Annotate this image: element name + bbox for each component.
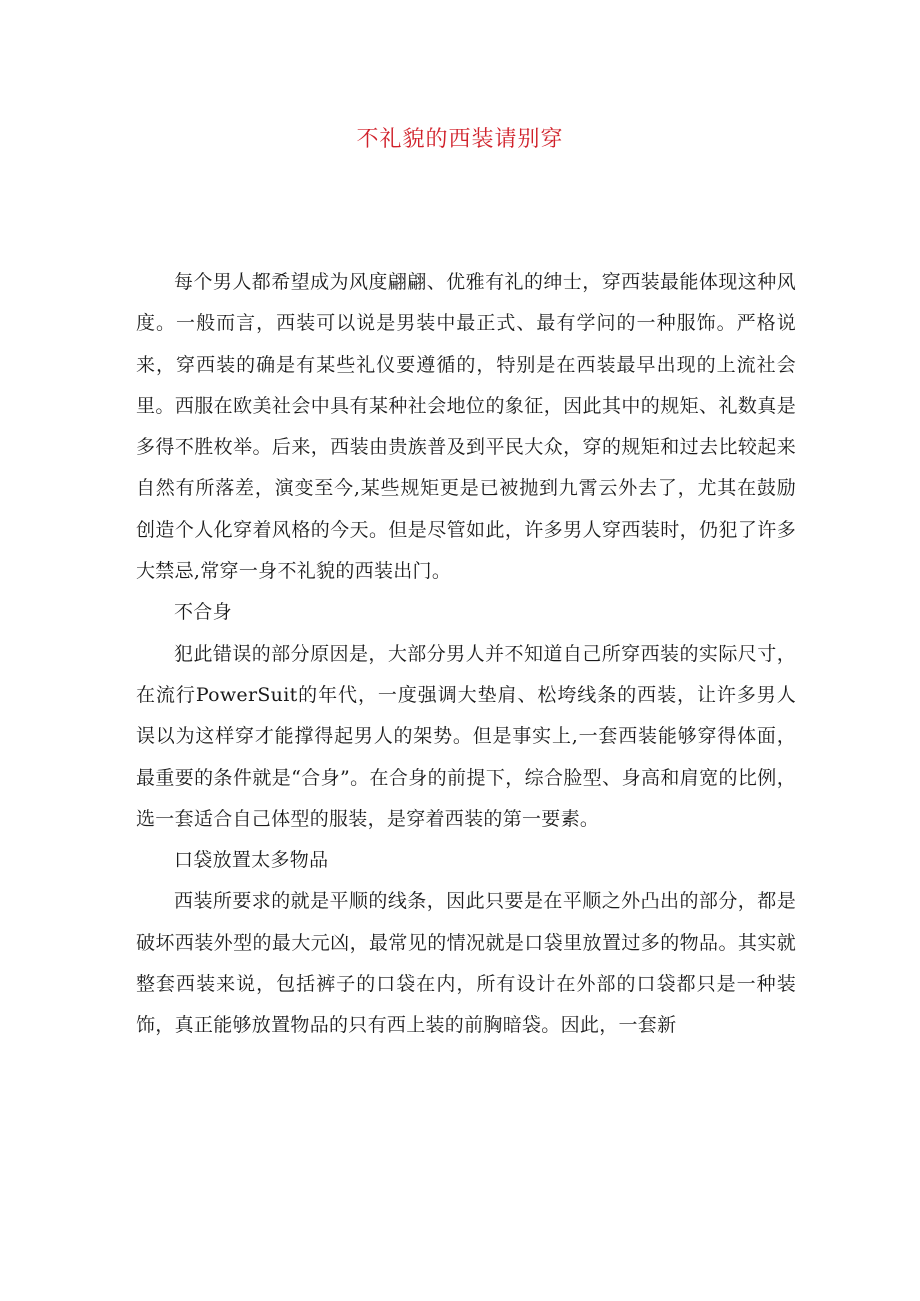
paragraph-pockets: 西装所要求的就是平顺的线条，因此只要是在平顺之外凸出的部分，都是破坏西装外型的最大元凶，最常见的情况就是口袋里放置过多的物品。其实就整套西装来说，包括裤子的口袋在内，所有设计在外部的口袋都只是一种装饰，真正能够放置物品的只有西上装的前胸暗袋。因此，一套新 (136, 890, 796, 1037)
section-heading-fit: 不合身 (174, 601, 232, 624)
paragraph-intro: 每个男人都希望成为风度翩翩、优雅有礼的绅士，穿西装最能体现这种风度。一般而言，西装可以说是男装中最正式、最有学问的一种服饰。严格说来，穿西装的确是有某些礼仪要遵循的，特别是在西装最早出现的上流社会里。西服在欧美社会中具有某种社会地位的象征，因此其中的规矩、礼数真是多得不胜枚举。后来，西装由贵族普及到平民大众，穿的规矩和过去比较起来自然有所落差，演变至今,某些规矩更是已被抛到九霄云外去了，尤其在鼓励创造个人化穿着风格的今天。但是尽管如此，许多男人穿西装时，仍犯了许多大禁忌,常穿一身不礼貌的西装出门。 (136, 271, 796, 583)
document-title: 不礼貌的西装请别穿 (356, 127, 564, 152)
document-body (136, 262, 796, 1047)
section-heading-pockets: 口袋放置太多物品 (174, 849, 329, 872)
paragraph-fit: 犯此错误的部分原因是，大部分男人并不知道自己所穿西装的实际尺寸，在流行PowerSuit的年代，一度强调大垫肩、松垮线条的西装，让许多男人误以为这样穿才能撑得起男人的架势。但是事实上,一套西装能够穿得体面，最重要的条件就是“合身”。在合身的前提下，综合脸型、身高和肩宽的比例，选一套适合自己体型的服装，是穿着西装的第一要素。 (136, 642, 796, 830)
